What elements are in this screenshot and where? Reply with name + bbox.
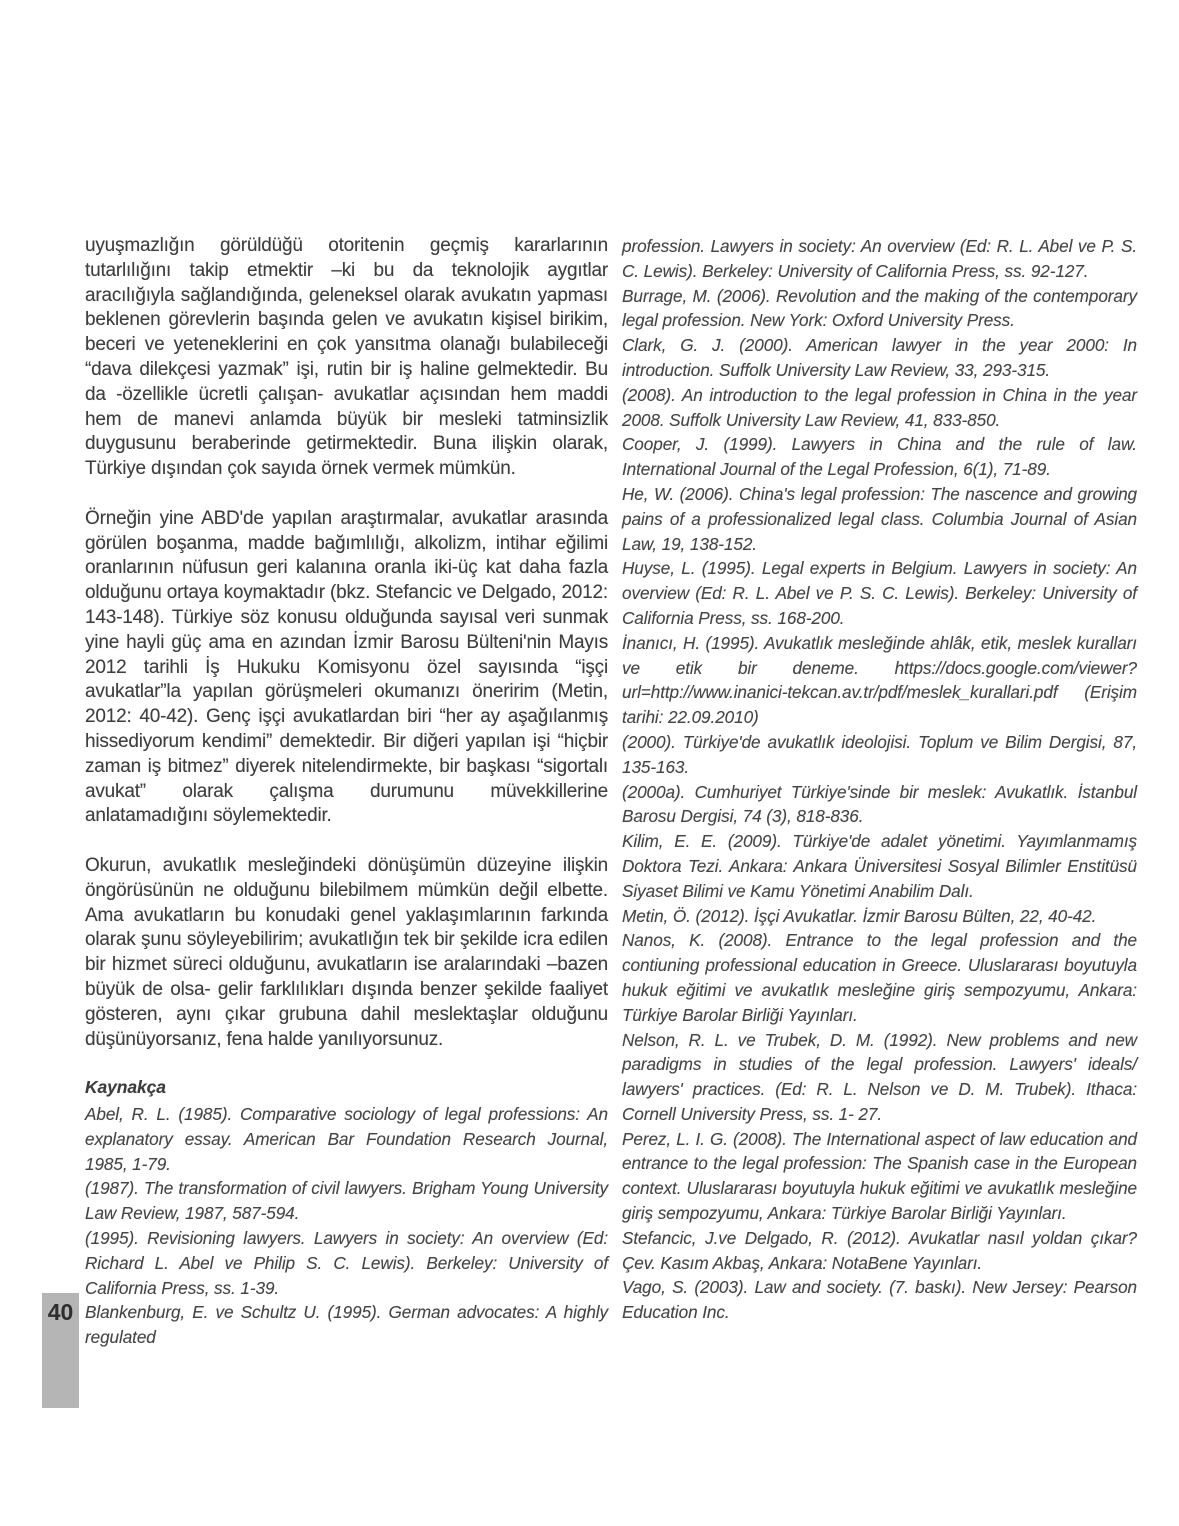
reference-entry: Burrage, M. (2006). Revolution and the making of the contemporary legal profession. New York: Oxford University Press. (622, 285, 1137, 331)
reference-entry: Nanos, K. (2008). Entrance to the legal profession and the contiuning professional education in Greece. Uluslararası boyutuyla hukuk eğitimi ve avukatlık mesleğine giriş sempozyumu, Ankara: Türkiye Barolar Birliği Yayınları. (622, 930, 1137, 1025)
two-column-text-area (85, 234, 1137, 1350)
page-number-tab (42, 1293, 79, 1408)
reference-entry: Perez, L. I. G. (2008). The International aspect of law education and entrance to the legal profession: The Spanish case in the European context. Uluslararası boyutuyla hukuk eğitimi ve avukatlık mesleğine giriş sempozyumu, Ankara: Türkiye Barolar Birliği Yayınları. (622, 1128, 1137, 1224)
right-column (622, 234, 1137, 1325)
body-paragraph: Okurun, avukatlık mesleğindeki dönüşümün düzeyine ilişkin öngörüsünün ne olduğunu bilebilmem mümkün değil elbette. Ama avukatların bu konudaki genel yaklaşımlarının farkında olarak şunu söyleyebilirim; avukatlığın tek bir şekilde icra edilen bir hizmet süreci olduğunu, avukatların ise aralarındaki –bazen büyük de olsa- gelir farklılıkları dışında benzer şekilde faaliyet gösteren, aynı çıkar grubuna dahil meslektaşlar olduğunu düşünüyorsanız, fena halde yanılıyorsunuz. (85, 854, 608, 1050)
body-paragraph: uyuşmazlığın görüldüğü otoritenin geçmiş kararlarının tutarlılığını takip etmektir –ki bu da teknolojik aygıtlar aracılığıyla sağlandığında, geleneksel olarak avukatın yapması beklenen görevlerin başında gelen ve avukatın kişisel birikim, beceri ve yeteneklerini en çok yansıtma olanağı bulabileceği “dava dilekçesi yazmak” işi, rutin bir iş haline gelmektedir. Bu da -özellikle ücretli çalışan- avukatlar açısından hem maddi hem de manevi anlamda büyük bir mesleki tatminsizlik duygusunu beraberinde getirmektedir. Buna ilişkin olarak, Türkiye dışından çok sayıda örnek vermek mümkün. (85, 235, 608, 480)
body-paragraph: Örneğin yine ABD'de yapılan araştırmalar, avukatlar arasında görülen boşanma, madde bağımlılığı, alkolizm, intihar eğilimi oranlarının nüfusun geri kalanına oranla iki-üç kat daha fazla olduğunu ortaya koymaktadır (bkz. Stefancic ve Delgado, 2012: 143-148). Türkiye söz konusu olduğunda sayısal veri sunmak yine hayli güç ama en azından İzmir Barosu Bülteni'nin Mayıs 2012 tarihli İş Hukuku Komisyonu özel sayısında “işçi avukatlar”la yapılan görüşmeleri okumanızı öneririm (Metin, 2012: 40-42). Genç işçi avukatlardan biri “her ay aşağılanmış hissediyorum kendimi” demektedir. Bir diğeri yapılan işi “hiçbir zaman iş bitmez” diyerek nitelendirmekte, bir başkası “sigortalı avukat” olarak çalışma durumunu müvekkillerine anlatamadığını söylemektedir. (85, 507, 608, 827)
reference-entry: Clark, G. J. (2000). American lawyer in the year 2000: In introduction. Suffolk University Law Review, 33, 293-315. (622, 335, 1137, 380)
reference-entry: He, W. (2006). China's legal profession: The nascence and growing pains of a professionalized legal class. Columbia Journal of Asian Law, 19, 138-152. (622, 483, 1137, 554)
reference-entry: Metin, Ö. (2012). İşçi Avukatlar. İzmir Barosu Bülten, 22, 40-42. (622, 905, 1097, 926)
reference-entry: Stefancic, J.ve Delgado, R. (2012). Avukatlar nasıl yoldan çıkar? Çev. Kasım Akbaş, Ankara: NotaBene Yayınları. (622, 1227, 1137, 1273)
left-column (85, 234, 608, 1350)
reference-entry: Abel, R. L. (1985). Comparative sociology of legal professions: An explanatory essay. American Bar Foundation Research Journal, 1985, 1-79. (85, 1104, 608, 1174)
page-number: 40 (47, 1299, 74, 1325)
reference-entry: İnanıcı, H. (1995). Avukatlık mesleğinde ahlâk, etik, meslek kuralları ve etik bir deneme. https://docs.google.com/viewer?url=http://www.inanici-tekcan.av.tr/pdf/meslek_kurallari.pdf (Erişim tarihi: 22.09.2010) (622, 632, 1137, 728)
reference-entry: (2008). An introduction to the legal profession in China in the year 2008. Suffolk University Law Review, 41, 833-850. (622, 384, 1137, 430)
reference-entry: Blankenburg, E. ve Schultz U. (1995). German advocates: A highly regulated (85, 1302, 608, 1348)
reference-entry: Cooper, J. (1999). Lawyers in China and the rule of law. International Journal of the Legal Profession, 6(1), 71-89. (622, 434, 1137, 480)
reference-entry: profession. Lawyers in society: An overview (Ed: R. L. Abel ve P. S. C. Lewis). Berkeley: University of California Press, ss. 92-127. (622, 236, 1137, 281)
reference-entry: (1995). Revisioning lawyers. Lawyers in society: An overview (Ed: Richard L. Abel ve Philip S. C. Lewis). Berkeley: University of California Press, ss. 1-39. (85, 1228, 608, 1298)
references-heading: Kaynakça (85, 1077, 166, 1098)
reference-entry: Nelson, R. L. ve Trubek, D. M. (1992). New problems and new paradigms in studies of the legal profession. Lawyers' ideals/ lawyers' practices. (Ed: R. L. Nelson ve D. M. Trubek). Ithaca: Cornell University Press, ss. 1- 27. (622, 1029, 1137, 1124)
reference-entry: Vago, S. (2003). Law and society. (7. baskı). New Jersey: Pearson Education Inc. (622, 1277, 1137, 1323)
reference-entry: Huyse, L. (1995). Legal experts in Belgium. Lawyers in society: An overview (Ed: R. L. Abel ve P. S. C. Lewis). Berkeley: University of California Press, ss. 168-200. (622, 558, 1137, 628)
reference-entry: (2000). Türkiye'de avukatlık ideolojisi. Toplum ve Bilim Dergisi, 87, 135-163. (622, 731, 1137, 777)
reference-entry: (1987). The transformation of civil lawyers. Brigham Young University Law Review, 1987, 587-594. (85, 1178, 608, 1224)
reference-entry: Kilim, E. E. (2009). Türkiye'de adalet yönetimi. Yayımlanmamış Doktora Tezi. Ankara: Ankara Üniversitesi Sosyal Bilimler Enstitüsü Siyaset Bilimi ve Kamu Yönetimi Anabilim Dalı. (622, 831, 1137, 901)
reference-entry: (2000a). Cumhuriyet Türkiye'sinde bir meslek: Avukatlık. İstanbul Barosu Dergisi, 74 (3), 818-836. (622, 781, 1137, 827)
